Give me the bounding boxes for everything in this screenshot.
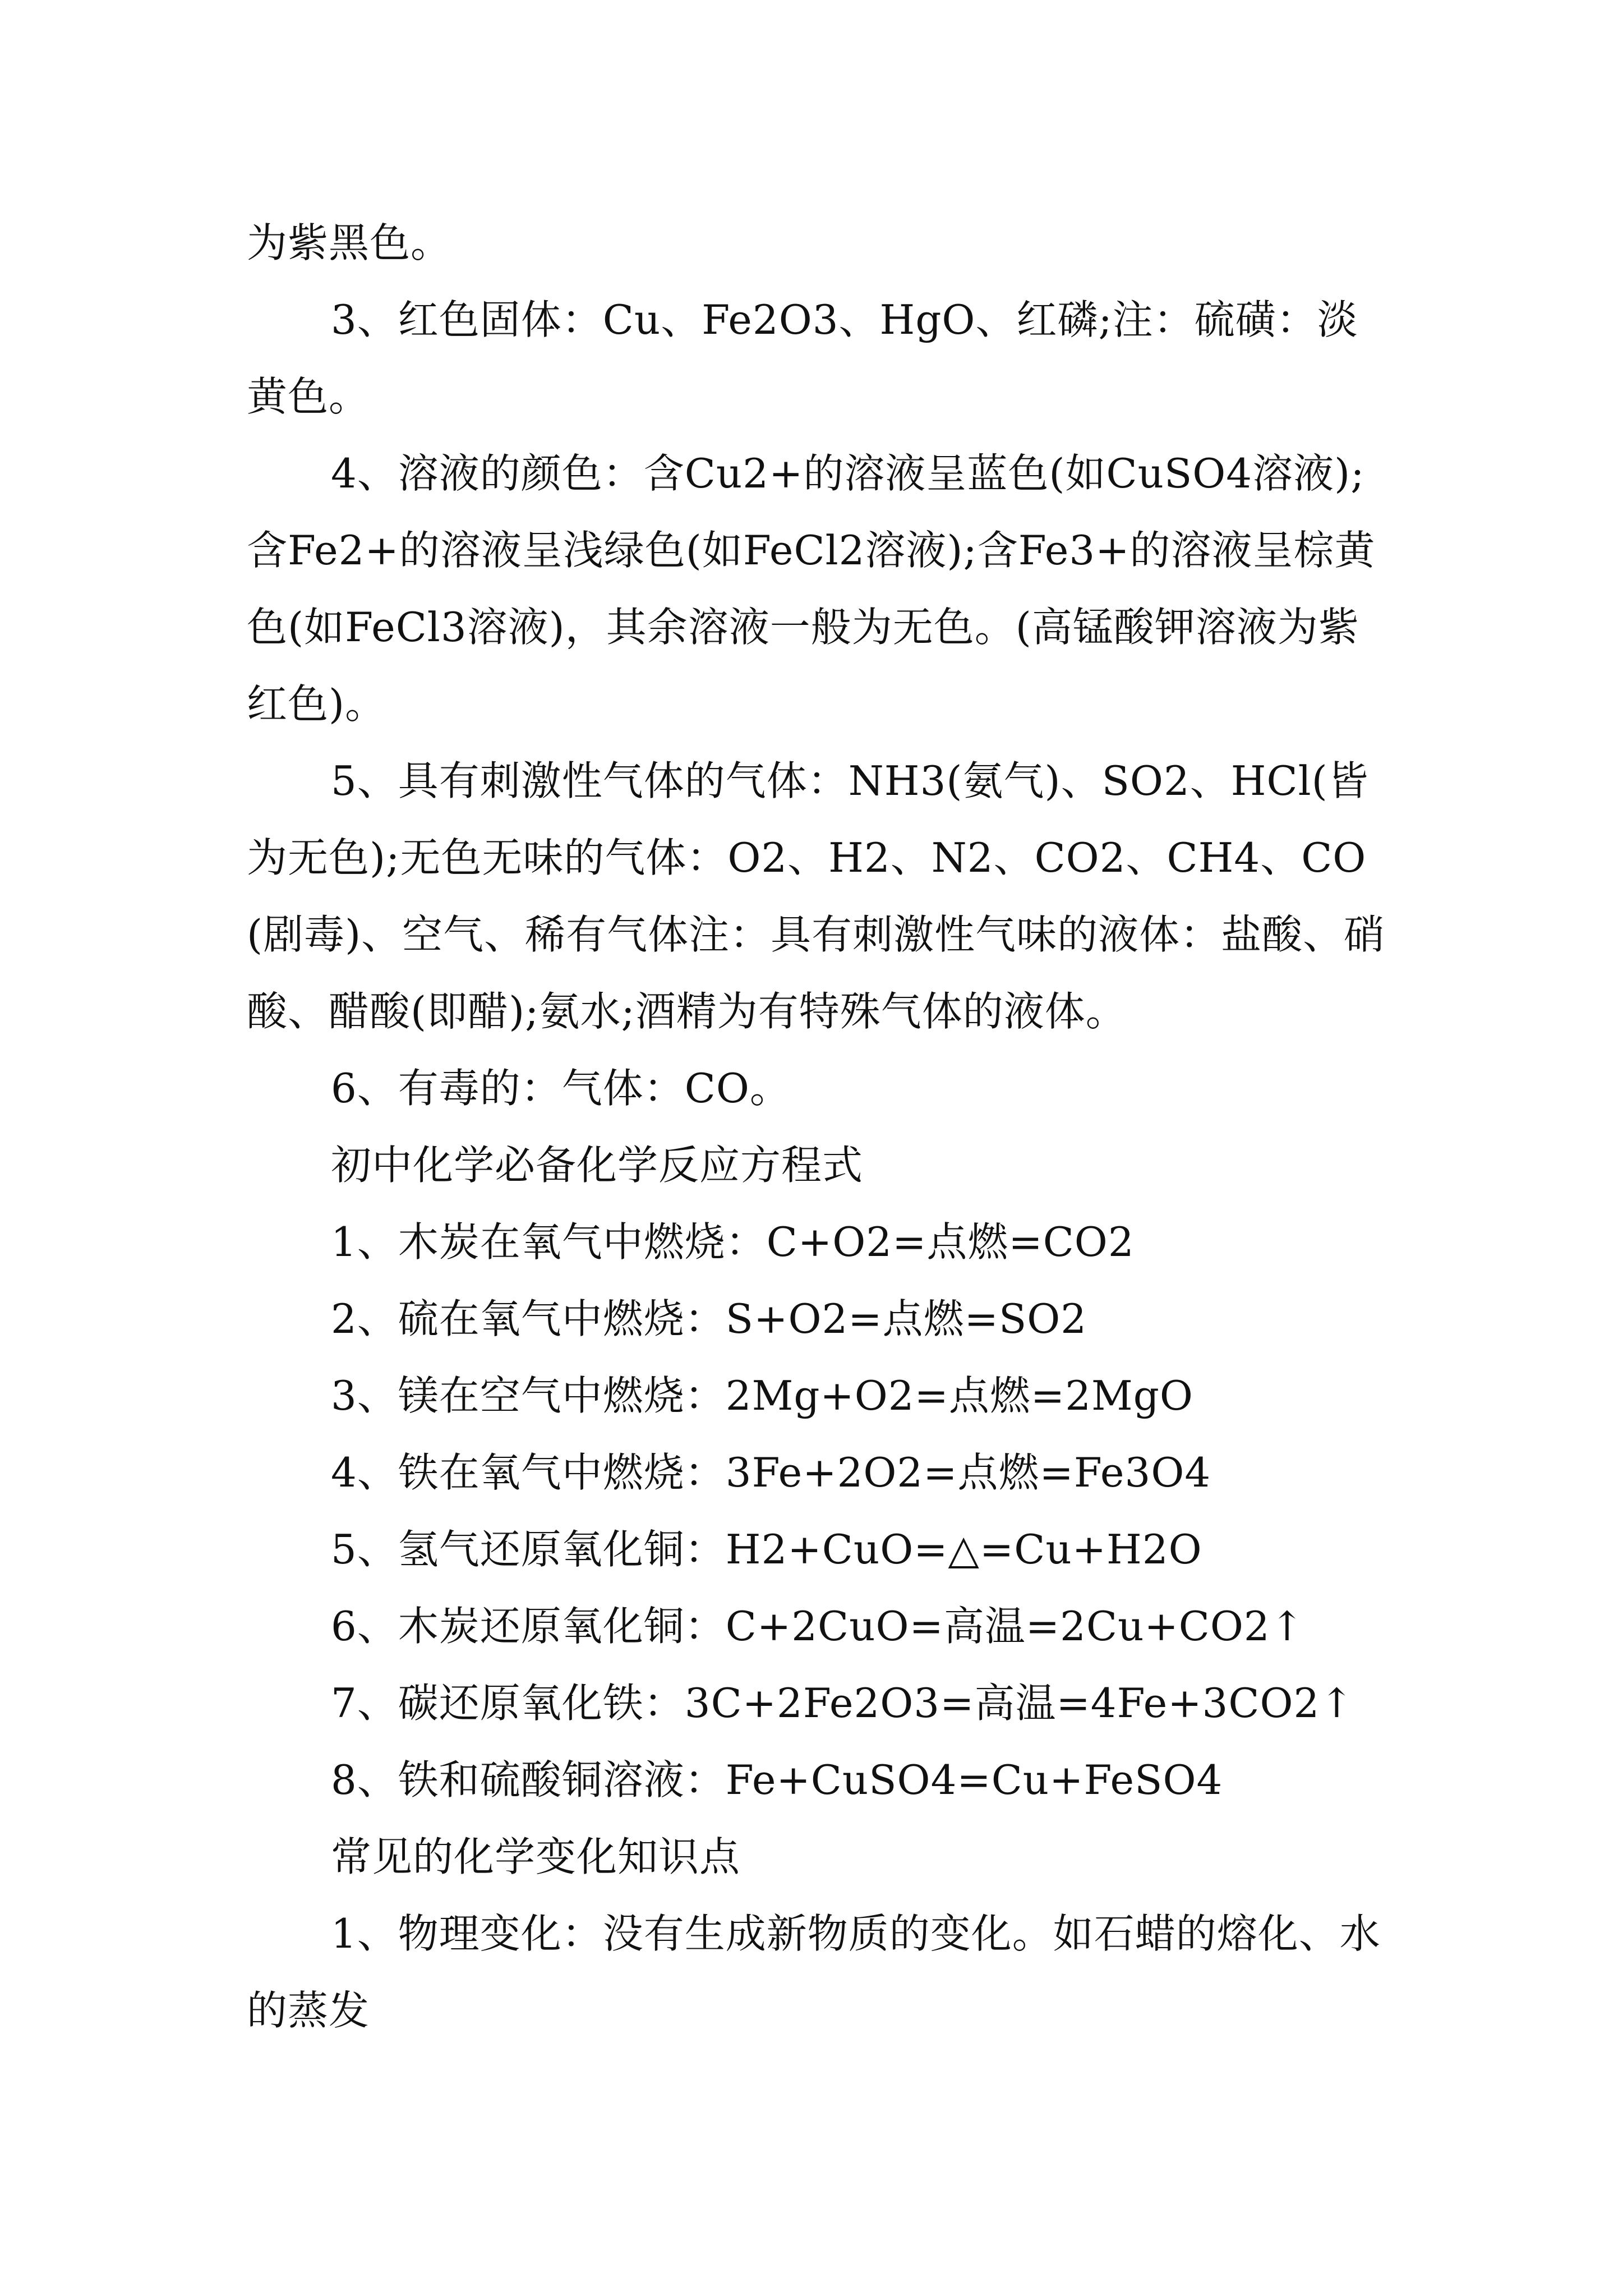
paragraph-5: 6、有毒的：气体：CO。 [331,1065,791,1112]
section-heading-equations: 初中化学必备化学反应方程式 [331,1142,864,1189]
equation-item: 2、硫在氧气中燃烧：S+O2=点燃=SO2 [331,1295,1087,1342]
equation-item: 8、铁和硫酸铜溶液：Fe+CuSO4=Cu+FeSO4 [331,1756,1223,1803]
paragraph-1: 为紫黑色。 [247,219,452,266]
equation-item: 3、镁在空气中燃烧：2Mg+O2=点燃=2MgO [331,1372,1193,1419]
equation-item: 1、木炭在氧气中燃烧：C+O2=点燃=CO2 [331,1218,1135,1266]
paragraph-2: 3、红色固体：Cu、Fe2O3、HgO、红磷;注：硫磺：淡黄色。 [247,296,1358,420]
paragraph-4: 5、具有刺激性气体的气体：NH3(氨气)、SO2、HCl(皆为无色);无色无味的气体：O2、H2、N2、CO2、CH4、CO(剧毒)、空气、稀有气体注：具有刺激性气味的液体：盐酸、硝酸、醋酸(即醋);氨水;酒精为有特殊气体的液体。 [247,757,1385,1035]
paragraph-3: 4、溶液的颜色：含Cu2+的溶液呈蓝色(如CuSO4溶液);含Fe2+的溶液呈浅绿色(如FeCl2溶液);含Fe3+的溶液呈棕黄色(如FeCl3溶液)，其余溶液一般为无色。(高锰酸钾溶液为紫红色)。 [247,450,1376,728]
document-body [247,205,1391,2049]
section-heading-changes: 常见的化学变化知识点 [331,1833,741,1880]
equation-item: 6、木炭还原氧化铜：C+2CuO=高温=2Cu+CO2↑ [331,1603,1305,1650]
equation-item: 5、氢气还原氧化铜：H2+CuO=△=Cu+H2O [331,1526,1202,1573]
equation-item: 7、碳还原氧化铁：3C+2Fe2O3=高温=4Fe+3CO2↑ [331,1680,1354,1727]
equation-item: 4、铁在氧气中燃烧：3Fe+2O2=点燃=Fe3O4 [331,1449,1211,1496]
paragraph-physical-change: 1、物理变化：没有生成新物质的变化。如石蜡的熔化、水的蒸发 [247,1910,1381,2034]
